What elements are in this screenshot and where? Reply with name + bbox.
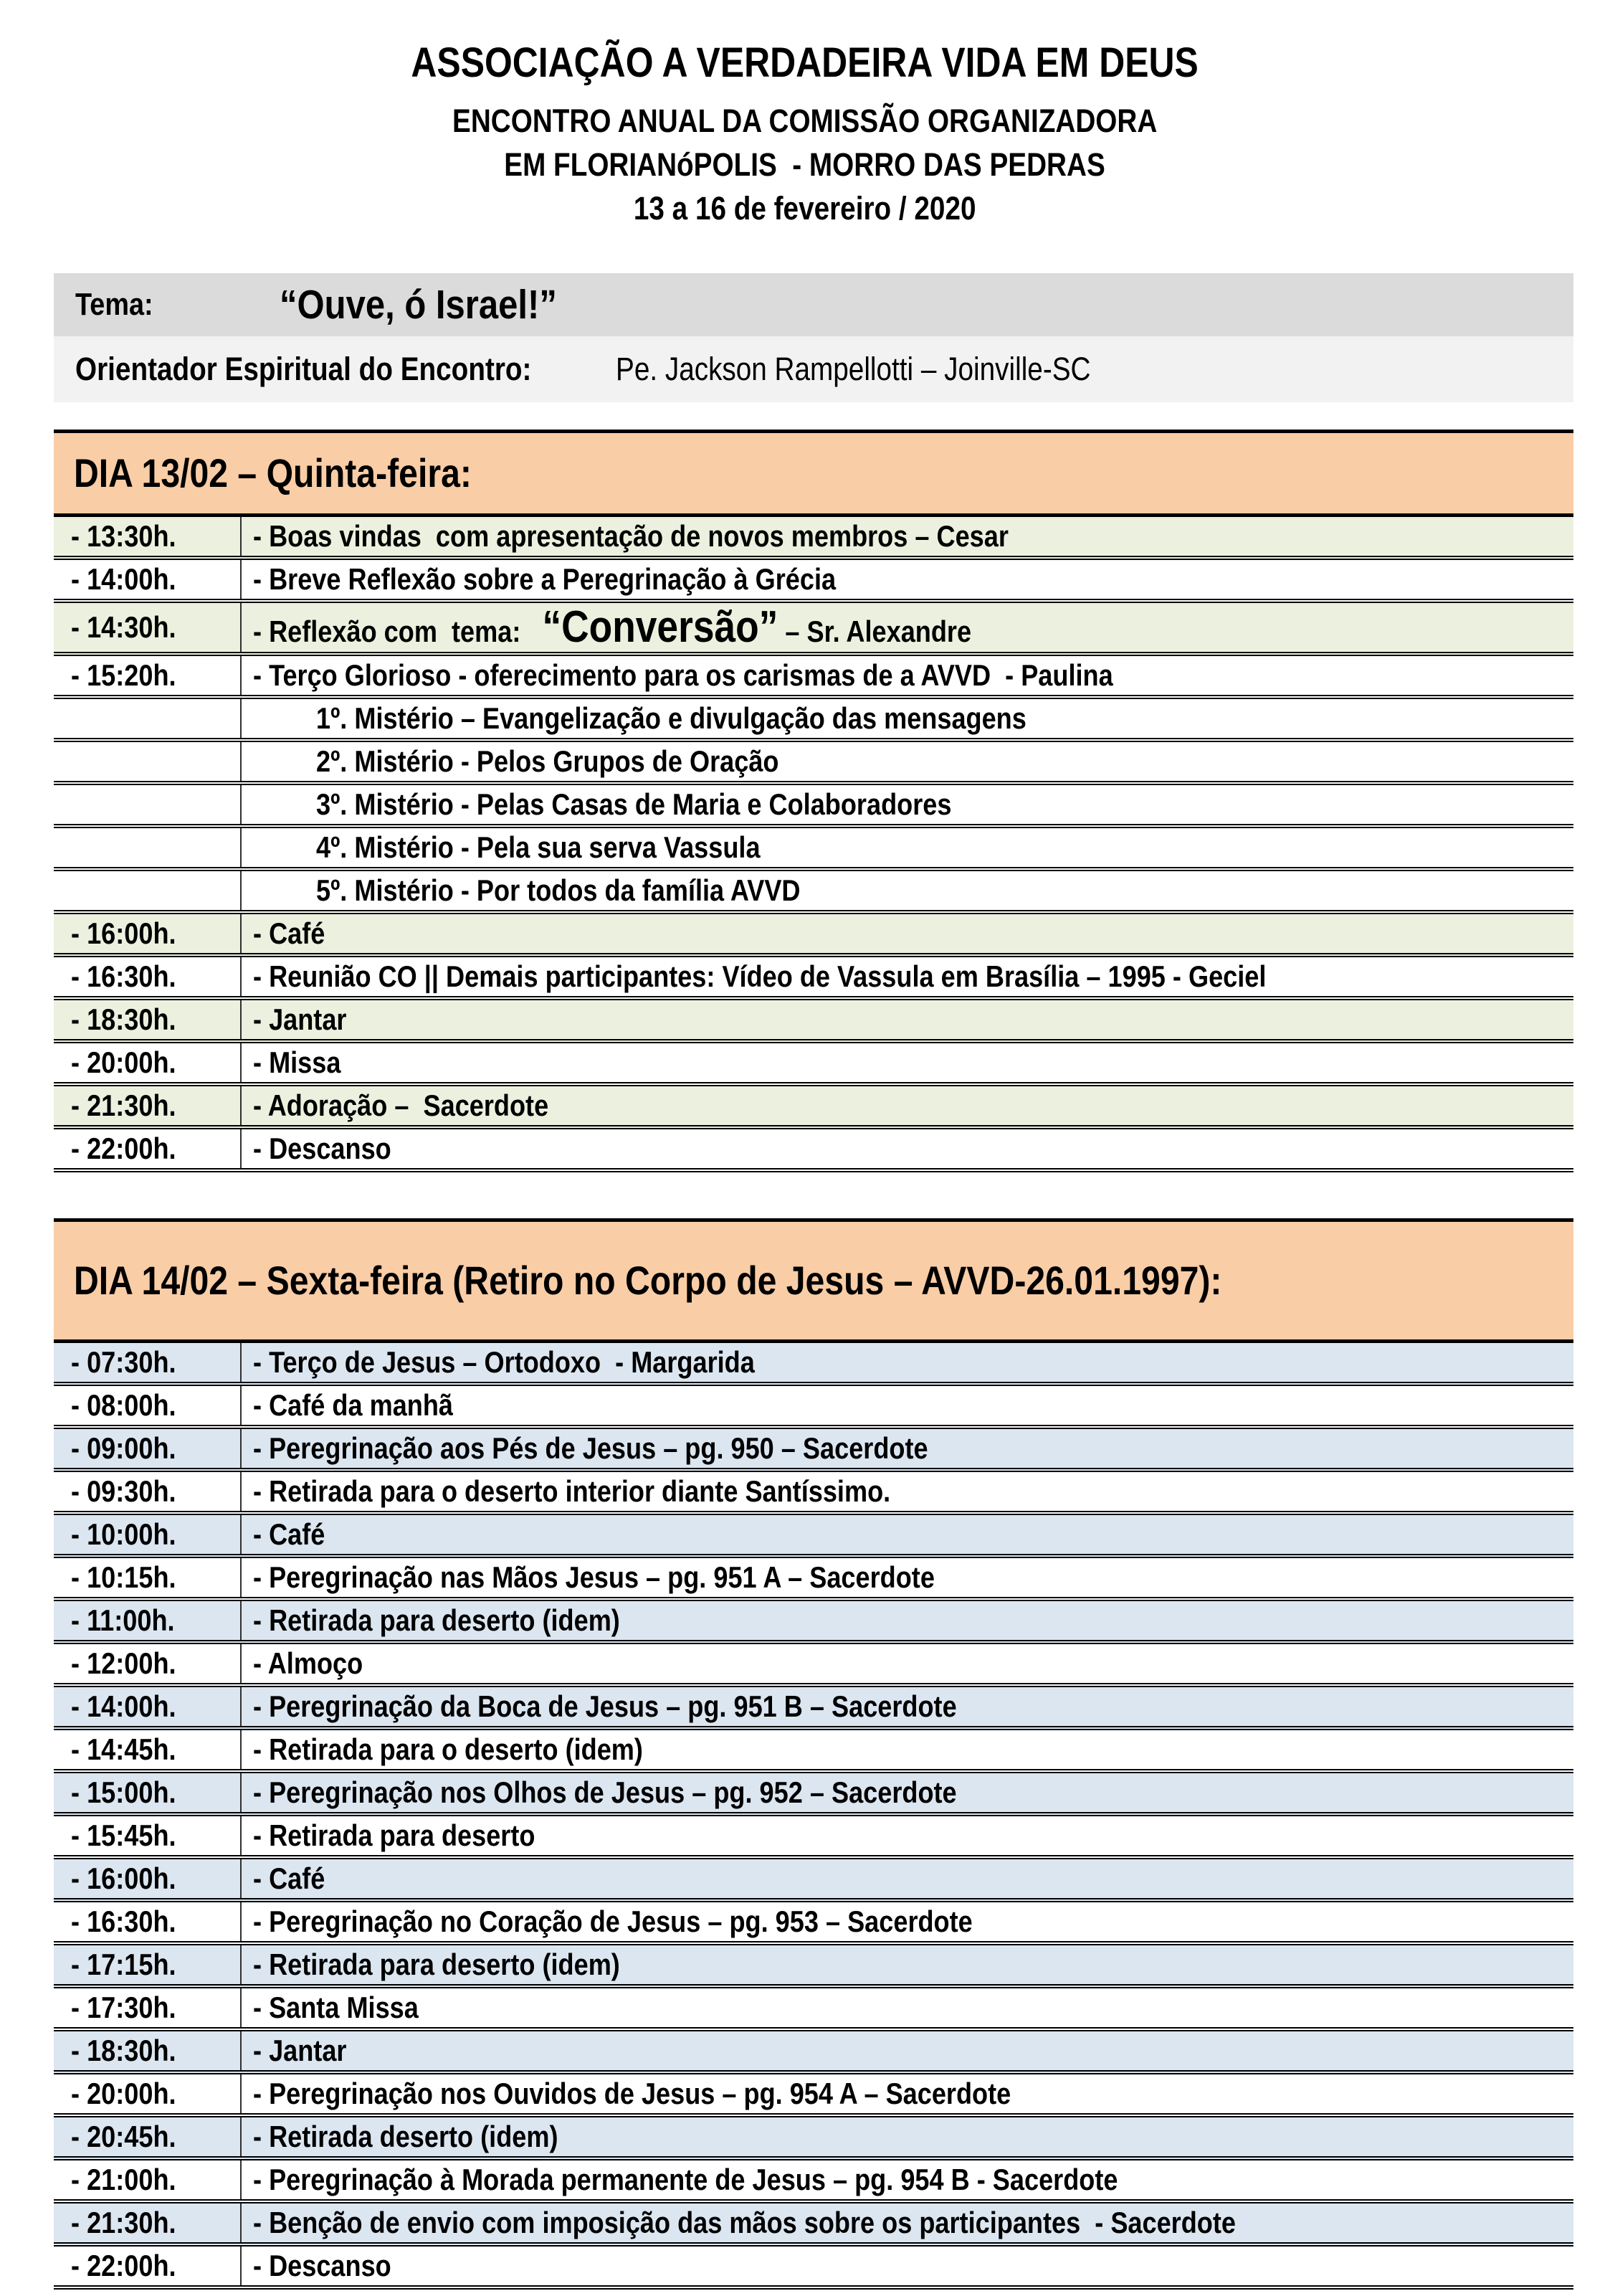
day-header-13 — [54, 430, 1573, 517]
activity-cell — [242, 957, 1573, 996]
schedule-row — [54, 2031, 1573, 2074]
activity-text: - Café — [253, 916, 325, 950]
schedule-row — [54, 1945, 1573, 1988]
activity-cell — [242, 828, 1573, 867]
activity-text: - Breve Reflexão sobre a Peregrinação à Grécia — [253, 561, 837, 596]
activity-part-text: – Sr. Alexandre — [778, 614, 972, 648]
schedule-row — [54, 2074, 1573, 2117]
schedule-row — [54, 1644, 1573, 1687]
activity-text: - Retirada para deserto — [253, 1818, 535, 1852]
advisor-value — [616, 351, 1168, 388]
day-title-14: DIA 14/02 – Sexta-feira (Retiro no Corpo de Jesus – AVVD-26.01.1997): — [74, 1258, 1222, 1304]
activity-cell — [242, 1043, 1573, 1082]
schedule-row — [54, 1902, 1573, 1945]
day-section-14 — [54, 1218, 1573, 2290]
schedule-row — [54, 1515, 1573, 1558]
time-text: - 12:00h. — [71, 1646, 176, 1680]
schedule-row — [54, 914, 1573, 957]
schedule-row — [54, 517, 1573, 560]
subtitle-event-text: ENCONTRO ANUAL DA COMISSÃO ORGANIZADORA — [452, 102, 1158, 139]
activity-text: - Reunião CO || Demais participantes: Vídeo de Vassula em Brasília – 1995 - Geciel — [253, 959, 1267, 993]
activity-cell — [242, 1343, 1573, 1382]
schedule-table-13 — [54, 517, 1573, 1172]
advisor-label — [75, 351, 606, 388]
time-cell — [54, 1129, 242, 1168]
time-text: - 16:00h. — [71, 916, 176, 950]
time-cell — [54, 560, 242, 599]
time-cell — [54, 1472, 242, 1511]
activity-text: - Boas vindas com apresentação de novos membros – Cesar — [253, 518, 1009, 553]
schedule-row — [54, 828, 1573, 871]
schedule-row — [54, 1472, 1573, 1515]
activity-text: - Retirada para deserto (idem) — [253, 1603, 620, 1637]
activity-text: - Descanso — [253, 2248, 391, 2282]
date-line — [0, 191, 1610, 225]
time-cell — [54, 785, 242, 824]
activity-text: - Café — [253, 1861, 325, 1895]
time-text: - 20:00h. — [71, 2076, 176, 2110]
activity-cell — [242, 2031, 1573, 2070]
page-title-text: ASSOCIAÇÃO A VERDADEIRA VIDA EM DEUS — [411, 39, 1199, 86]
spiritual-advisor-banner — [54, 336, 1573, 402]
activity-cell — [242, 1558, 1573, 1597]
schedule-row — [54, 1988, 1573, 2031]
document-body — [54, 273, 1573, 2290]
activity-cell — [242, 2117, 1573, 2156]
time-text: - 10:00h. — [71, 1517, 176, 1551]
activity-text: - Café da manhã — [253, 1387, 454, 1422]
time-cell — [54, 1558, 242, 1597]
time-text: - 14:45h. — [71, 1732, 176, 1766]
activity-cell — [242, 914, 1573, 953]
activity-cell — [242, 603, 1573, 652]
time-cell — [54, 957, 242, 996]
advisor-label-text: Orientador Espiritual do Encontro: — [75, 350, 532, 387]
time-cell — [54, 1086, 242, 1125]
activity-highlight-text: “Conversão” — [542, 602, 778, 652]
schedule-row — [54, 1086, 1573, 1129]
activity-cell — [242, 871, 1573, 910]
activity-text: 4º. Mistério - Pela sua serva Vassula — [316, 830, 761, 864]
activity-text: 1º. Mistério – Evangelização e divulgação das mensagens — [316, 701, 1027, 735]
schedule-row — [54, 1859, 1573, 1902]
day-section-13 — [54, 430, 1573, 1172]
time-cell — [54, 1515, 242, 1554]
time-cell — [54, 828, 242, 867]
activity-cell — [242, 1129, 1573, 1168]
schedule-row — [54, 2160, 1573, 2204]
activity-cell — [242, 517, 1573, 556]
schedule-row — [54, 1816, 1573, 1859]
activity-text: - Peregrinação da Boca de Jesus – pg. 951 B – Sacerdote — [253, 1689, 957, 1723]
time-text: - 14:00h. — [71, 1689, 176, 1723]
activity-cell — [242, 1386, 1573, 1425]
time-cell — [54, 1988, 242, 2027]
activity-text — [253, 602, 972, 652]
activity-cell — [242, 1429, 1573, 1468]
time-text: - 18:30h. — [71, 2033, 176, 2067]
activity-text: - Peregrinação à Morada permanente de Jesus – pg. 954 B - Sacerdote — [253, 2162, 1118, 2196]
schedule-row — [54, 1429, 1573, 1472]
time-text: - 22:00h. — [71, 1131, 176, 1165]
time-cell — [54, 1945, 242, 1984]
time-cell — [54, 1859, 242, 1898]
time-text: - 17:15h. — [71, 1947, 176, 1981]
activity-cell — [242, 1000, 1573, 1039]
activity-cell — [242, 2074, 1573, 2113]
schedule-row — [54, 1773, 1573, 1816]
schedule-row — [54, 1687, 1573, 1730]
activity-cell — [242, 1859, 1573, 1898]
activity-text: 2º. Mistério - Pelos Grupos de Oração — [316, 744, 779, 778]
time-text: - 21:30h. — [71, 1088, 176, 1122]
time-text: - 11:00h. — [71, 1603, 175, 1637]
activity-text: - Peregrinação aos Pés de Jesus – pg. 950 – Sacerdote — [253, 1431, 928, 1465]
activity-cell — [242, 2247, 1573, 2285]
theme-label — [75, 287, 280, 323]
theme-value-text: “Ouve, ó Israel!” — [280, 281, 557, 328]
time-cell — [54, 1601, 242, 1640]
schedule-row — [54, 1601, 1573, 1644]
time-text: - 20:00h. — [71, 1045, 176, 1079]
activity-text: - Jantar — [253, 1002, 347, 1036]
schedule-row — [54, 1386, 1573, 1429]
time-text: - 16:30h. — [71, 1904, 176, 1938]
activity-cell — [242, 1687, 1573, 1726]
time-cell — [54, 2160, 242, 2199]
time-text: - 21:00h. — [71, 2162, 176, 2196]
activity-part-text: - Reflexão com tema: — [253, 614, 543, 648]
activity-text: - Adoração – Sacerdote — [253, 1088, 549, 1122]
activity-text: - Terço Glorioso - oferecimento para os carismas de a AVVD - Paulina — [253, 658, 1113, 692]
subtitle-location-text: EM FLORIANóPOLIS - MORRO DAS PEDRAS — [504, 146, 1106, 184]
time-cell — [54, 871, 242, 910]
schedule-row — [54, 699, 1573, 742]
time-cell — [54, 2031, 242, 2070]
activity-cell — [242, 742, 1573, 781]
activity-cell — [242, 656, 1573, 695]
time-cell — [54, 1429, 242, 1468]
time-text: - 16:00h. — [71, 1861, 176, 1895]
document-header — [0, 0, 1610, 226]
activity-cell — [242, 785, 1573, 824]
schedule-row — [54, 1558, 1573, 1601]
day-title-13: DIA 13/02 – Quinta-feira: — [74, 450, 472, 496]
time-cell — [54, 1644, 242, 1683]
time-cell — [54, 2074, 242, 2113]
time-text: - 09:30h. — [71, 1474, 176, 1508]
time-text: - 17:30h. — [71, 1990, 176, 2024]
time-cell — [54, 1000, 242, 1039]
activity-cell — [242, 1988, 1573, 2027]
time-cell — [54, 1816, 242, 1855]
activity-cell — [242, 2160, 1573, 2199]
time-cell — [54, 1386, 242, 1425]
time-text: - 15:20h. — [71, 658, 176, 692]
activity-text: - Retirada deserto (idem) — [253, 2119, 558, 2153]
schedule-row — [54, 1129, 1573, 1172]
time-cell — [54, 1343, 242, 1382]
schedule-row — [54, 2204, 1573, 2247]
activity-cell — [242, 1773, 1573, 1812]
theme-banner — [54, 273, 1573, 336]
time-text: - 15:45h. — [71, 1818, 176, 1852]
time-text: - 14:30h. — [71, 609, 176, 644]
schedule-row — [54, 1730, 1573, 1773]
activity-text: - Missa — [253, 1045, 341, 1079]
activity-cell — [242, 1472, 1573, 1511]
activity-text: - Peregrinação nos Olhos de Jesus – pg. 952 – Sacerdote — [253, 1775, 957, 1809]
activity-cell — [242, 1515, 1573, 1554]
time-text: - 07:30h. — [71, 1344, 176, 1379]
time-text: - 18:30h. — [71, 1002, 176, 1036]
time-cell — [54, 1730, 242, 1769]
schedule-row — [54, 1000, 1573, 1043]
activity-cell — [242, 1644, 1573, 1683]
schedule-row — [54, 1043, 1573, 1086]
activity-text: - Almoço — [253, 1646, 363, 1680]
activity-text: - Peregrinação nas Mãos Jesus – pg. 951 A – Sacerdote — [253, 1560, 935, 1594]
time-cell — [54, 2247, 242, 2285]
subtitle-event — [0, 104, 1610, 138]
activity-cell — [242, 1601, 1573, 1640]
time-text: - 20:45h. — [71, 2119, 176, 2153]
activity-text: - Retirada para o deserto interior diante Santíssimo. — [253, 1474, 891, 1508]
time-text: - 08:00h. — [71, 1387, 176, 1422]
activity-text: - Retirada para o deserto (idem) — [253, 1732, 643, 1766]
time-cell — [54, 2204, 242, 2242]
time-text: - 22:00h. — [71, 2248, 176, 2282]
time-cell — [54, 656, 242, 695]
activity-text: - Terço de Jesus – Ortodoxo - Margarida — [253, 1344, 755, 1379]
activity-cell — [242, 560, 1573, 599]
activity-text: 3º. Mistério - Pelas Casas de Maria e Colaboradores — [316, 787, 952, 821]
time-text: - 09:00h. — [71, 1431, 176, 1465]
activity-cell — [242, 1816, 1573, 1855]
activity-text: - Peregrinação nos Ouvidos de Jesus – pg. 954 A – Sacerdote — [253, 2076, 1011, 2110]
schedule-row — [54, 2247, 1573, 2290]
activity-text: - Benção de envio com imposição das mãos sobre os participantes - Sacerdote — [253, 2205, 1236, 2239]
date-line-text: 13 a 16 de fevereiro / 2020 — [634, 190, 976, 227]
page-title — [0, 39, 1610, 86]
activity-cell — [242, 1730, 1573, 1769]
activity-cell — [242, 1902, 1573, 1941]
schedule-row — [54, 785, 1573, 828]
schedule-row — [54, 742, 1573, 785]
time-text: - 13:30h. — [71, 518, 176, 553]
activity-text: - Café — [253, 1517, 325, 1551]
time-cell — [54, 1687, 242, 1726]
activity-text: - Jantar — [253, 2033, 347, 2067]
time-text: - 10:15h. — [71, 1560, 176, 1594]
subtitle-location — [0, 146, 1610, 184]
activity-cell — [242, 699, 1573, 738]
time-cell — [54, 517, 242, 556]
theme-label-text: Tema: — [75, 286, 153, 322]
activity-text: - Descanso — [253, 1131, 391, 1165]
theme-value — [280, 281, 602, 328]
time-cell — [54, 742, 242, 781]
activity-cell — [242, 2204, 1573, 2242]
schedule-row — [54, 871, 1573, 914]
time-text: - 21:30h. — [71, 2205, 176, 2239]
activity-text: - Peregrinação no Coração de Jesus – pg. 953 – Sacerdote — [253, 1904, 973, 1938]
time-text: - 14:00h. — [71, 561, 176, 596]
schedule-row — [54, 560, 1573, 603]
schedule-table-14 — [54, 1343, 1573, 2290]
schedule-row — [54, 1343, 1573, 1386]
activity-cell — [242, 1945, 1573, 1984]
time-text: - 15:00h. — [71, 1775, 176, 1809]
time-cell — [54, 603, 242, 652]
time-cell — [54, 699, 242, 738]
time-text: - 16:30h. — [71, 959, 176, 993]
advisor-value-text: Pe. Jackson Rampellotti – Joinville-SC — [616, 350, 1091, 387]
activity-text: 5º. Mistério - Por todos da família AVVD — [316, 873, 801, 907]
schedule-row — [54, 656, 1573, 699]
time-cell — [54, 2117, 242, 2156]
time-cell — [54, 914, 242, 953]
activity-cell — [242, 1086, 1573, 1125]
activity-text: - Retirada para deserto (idem) — [253, 1947, 620, 1981]
schedule-row — [54, 957, 1573, 1000]
day-header-14 — [54, 1218, 1573, 1343]
activity-text: - Santa Missa — [253, 1990, 419, 2024]
time-cell — [54, 1902, 242, 1941]
schedule-row — [54, 2117, 1573, 2160]
time-cell — [54, 1773, 242, 1812]
time-cell — [54, 1043, 242, 1082]
schedule-row — [54, 603, 1573, 656]
